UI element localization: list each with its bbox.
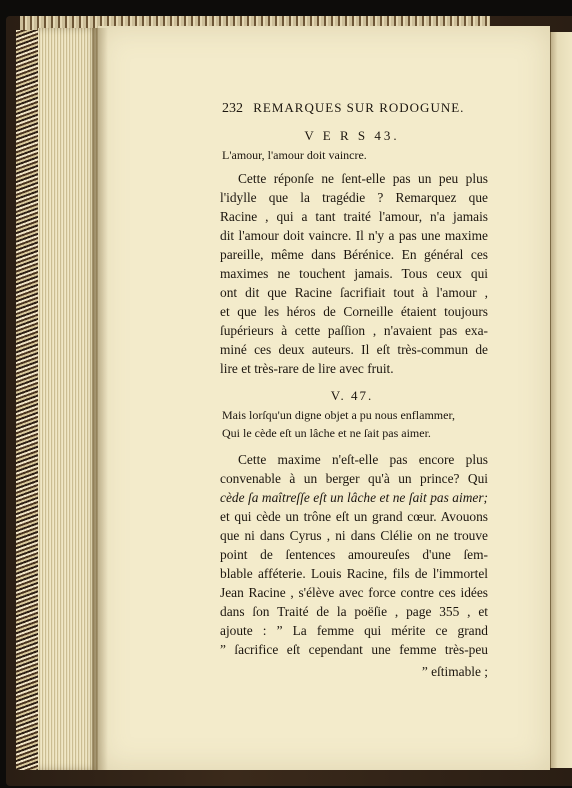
paragraph-2-line: Jean Racine , s'élève avec force contre ces idées	[220, 585, 488, 600]
paragraph-2-line: ajoute : ” La femme qui mérite ce grand	[220, 623, 488, 638]
paragraph-2-line: blable afféterie. Louis Racine, fils de l'immortel	[220, 566, 488, 581]
paragraph-1-line: pareille, même dans Bérénice. En général ces	[220, 247, 488, 262]
paragraph-1-line: ſupérieurs à cette paſſion , n'avaient pas exa-	[220, 323, 488, 338]
paragraph-2-line: et qui cède un trône eſt un grand cœur. Avouons	[220, 509, 488, 524]
paragraph-1-line: miné ces deux auteurs. Il eſt très-commun de	[220, 342, 488, 357]
gutter-shadow	[92, 28, 108, 770]
paragraph-2-line: Cette maxime n'eſt-elle pas encore plus	[238, 452, 488, 467]
catchword: ” eſtimable ;	[421, 664, 488, 679]
paragraph-2-line: ” ſacrifice eſt cependant une femme très-peu	[220, 642, 488, 657]
next-leaf-edge	[550, 32, 572, 768]
verse-quote-43: L'amour, l'amour doit vaincre.	[222, 148, 367, 162]
page-edges	[38, 28, 100, 770]
running-head	[222, 100, 484, 117]
verse-heading-47: V. 47.	[330, 388, 374, 403]
paragraph-2-line: point de ſentences amoureuſes d'une ſem-	[220, 547, 488, 562]
paragraph-2-line: cède ſa maîtreſſe eſt un lâche et ne ſait pas aimer;	[220, 490, 488, 505]
verse-quote-47-line: Mais lorſqu'un digne objet a pu nous enflammer,	[222, 408, 455, 422]
paragraph-1-line: Cette réponſe ne ſent-elle pas un peu plus	[238, 171, 488, 186]
book-spine	[16, 30, 38, 770]
page-number: 232	[222, 101, 243, 116]
verse-quote-47-line: Qui le cède eſt un lâche et ne ſait pas aimer.	[222, 426, 431, 440]
paragraph-2-line: dans ſon Traité de la poëſie , page 355 , et	[220, 604, 488, 619]
paragraph-1-line: ont dit que Racine ſacrifiait tout à l'amour ,	[220, 285, 488, 300]
paragraph-1-line: l'idylle que la tragédie ? Remarquez que	[220, 190, 488, 205]
running-title: REMARQUES SUR RODOGUNE.	[253, 100, 465, 115]
paragraph-1-line: Racine , qui a tant traité l'amour, n'a jamais	[220, 209, 488, 224]
paragraph-2-line: convenable à un berger qu'à un prince? Qui	[220, 471, 488, 486]
paragraph-1-line: maximes ne touchent jamais. Tous ceux qui	[220, 266, 488, 281]
paragraph-1-line: lire et très-rare de lire avec fruit.	[220, 361, 394, 376]
verse-heading-43: V E R S 43.	[304, 128, 400, 143]
paragraph-1-line: et que les héros de Corneille étaient toujours	[220, 304, 488, 319]
paragraph-2-line: que ni dans Cyrus , ni dans Clélie on ne trouve	[220, 528, 488, 543]
paragraph-1-line: dit l'amour doit vaincre. Il n'y a pas une maxime	[220, 228, 488, 243]
